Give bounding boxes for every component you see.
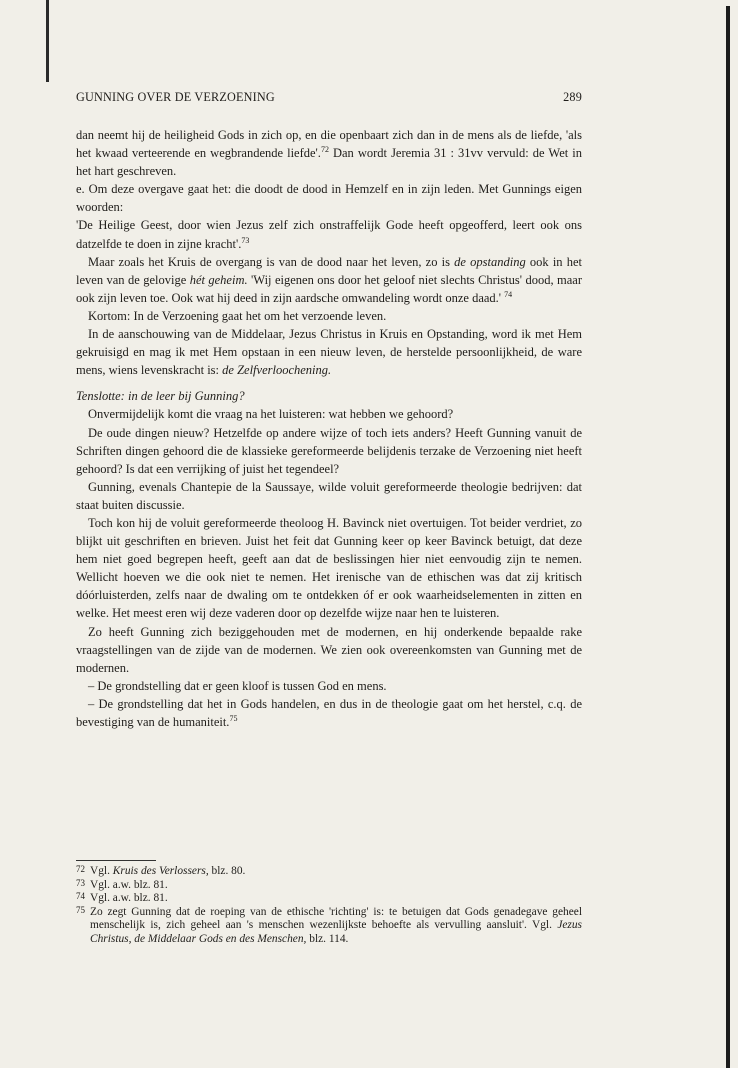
paragraph: Onvermijdelijk komt die vraag na het luisteren: wat hebben we gehoord? [88, 407, 454, 422]
paragraph: In de aanschouwing van de Middelaar, Jezus Christus in Kruis en Opstanding, word ik met Hem gekruisigd en mag ik met Hem opstaan in een nieuw leven, de herstelde persoonlijkheid, de ware mens, wiens levenskracht is: de Zelfverloochening. [76, 327, 582, 378]
footnote: 73 Vgl. a.w. blz. 81. [76, 877, 168, 891]
footnote-ref: 75 [229, 713, 238, 723]
scan-edge-left [46, 0, 49, 82]
footnote: 74 Vgl. a.w. blz. 81. [76, 891, 168, 905]
quotation: 'De Heilige Geest, door wien Jezus zelf zich onstraffelijk Gode heeft opgeofferd, leert ook ons datzelfde te doen in zijne kracht'.$^{73}$ [76, 218, 582, 251]
footnote-ref: 72 [320, 144, 329, 154]
running-title: GUNNING OVER DE VERZOENING [76, 90, 275, 104]
page-number: 289 [563, 90, 582, 104]
section-heading: Tenslotte: in de leer bij Gunning? [76, 389, 245, 404]
paragraph: Kortom: In de Verzoening gaat het om het verzoende leven. [88, 308, 387, 323]
footnotes [76, 860, 582, 947]
paragraph: dan neemt hij de heiligheid Gods in zich op, en die openbaart zich dan in de mens als de liefde, 'als het kwaad verteerende en wegbrandende liefde'.$^{72}$ Dan wordt Jeremia 31 : 31vv vervuld: de Wet in het hart geschreven. [76, 128, 582, 179]
footnote: 75 Zo zegt Gunning dat de roeping van de ethische 'richting' is: te betuigen dat Gods genadegave geheel menschelijk is, zich geheel aan 's menschen wezenlijkste behoefte als vervulling aansluit'. Vgl. Jezus Christus, de Middelaar Gods en des Menschen, blz. 114. [76, 904, 582, 945]
paragraph: Maar zoals het Kruis de overgang is van de dood naar het leven, zo is de opstanding ook in het leven van de gelovige hét geheim. 'Wij eigenen ons door het geloof niet slechts Christus' dood, maar ook zijn leven toe. Ook wat hij deed in zijn aardsche omwandeling wordt onze daad.' $^{74}$ [76, 254, 583, 305]
footnote-ref: 74 [504, 289, 513, 299]
scan-edge-right [726, 6, 730, 1068]
footnote-ref: 73 [241, 235, 250, 245]
paragraph: e. Om deze overgave gaat het: die doodt de dood in Hemzelf en in zijn leden. Met Gunnings eigen woorden: [76, 182, 582, 215]
main-text [76, 126, 582, 731]
paragraph: Gunning, evenals Chantepie de la Saussaye, wilde voluit gereformeerde theologie bedrijven: dat staat buiten discussie. [76, 479, 582, 512]
footnote: 72 Vgl. Kruis des Verlossers, blz. 80. [76, 864, 246, 877]
paragraph: Zo heeft Gunning zich beziggehouden met de modernen, en hij onderkende bepaalde rake vraagstellingen van de zijde van de modernen. We zien ook overeenkomsten van Gunning met de modernen. [76, 624, 582, 675]
list-item: – De grondstelling dat er geen kloof is tussen God en mens. [88, 678, 387, 693]
footnote-rule [76, 860, 156, 861]
paragraph: Toch kon hij de voluit gereformeerde theoloog H. Bavinck niet overtuigen. Tot beider verdriet, zo blijkt uit geschriften en brieven. Juist het feit dat Gunning keer op keer Bavinck betuigt, dat deze hem niet goed begrepen heeft, geeft aan dat de beslissingen hier niet eenvoudig zijn te nemen. Wellicht hoeven we die ook niet te nemen. Het irenische van de ethischen was dat zij kritisch dóórluisterden, zelfs naar de dwaling om te ontdekken óf er ook waarheidselementen in zitten en welke. Het meest eren wij deze vaderen door op dezelfde wijze naar hen te luisteren. [76, 515, 582, 621]
running-header [76, 90, 582, 105]
paragraph: De oude dingen nieuw? Hetzelfde op andere wijze of toch iets anders? Heeft Gunning vanuit de Schriften dingen gehoord die de klassieke gereformeerde belijdenis terzake de Verzoening niet heeft gehoord? Is dat een verrijking of juist het tegendeel? [76, 425, 582, 476]
list-item: – De grondstelling dat het in Gods handelen, en dus in de theologie gaat om het herstel, c.q. de bevestiging van de humaniteit.$^{75}$ [76, 696, 582, 729]
